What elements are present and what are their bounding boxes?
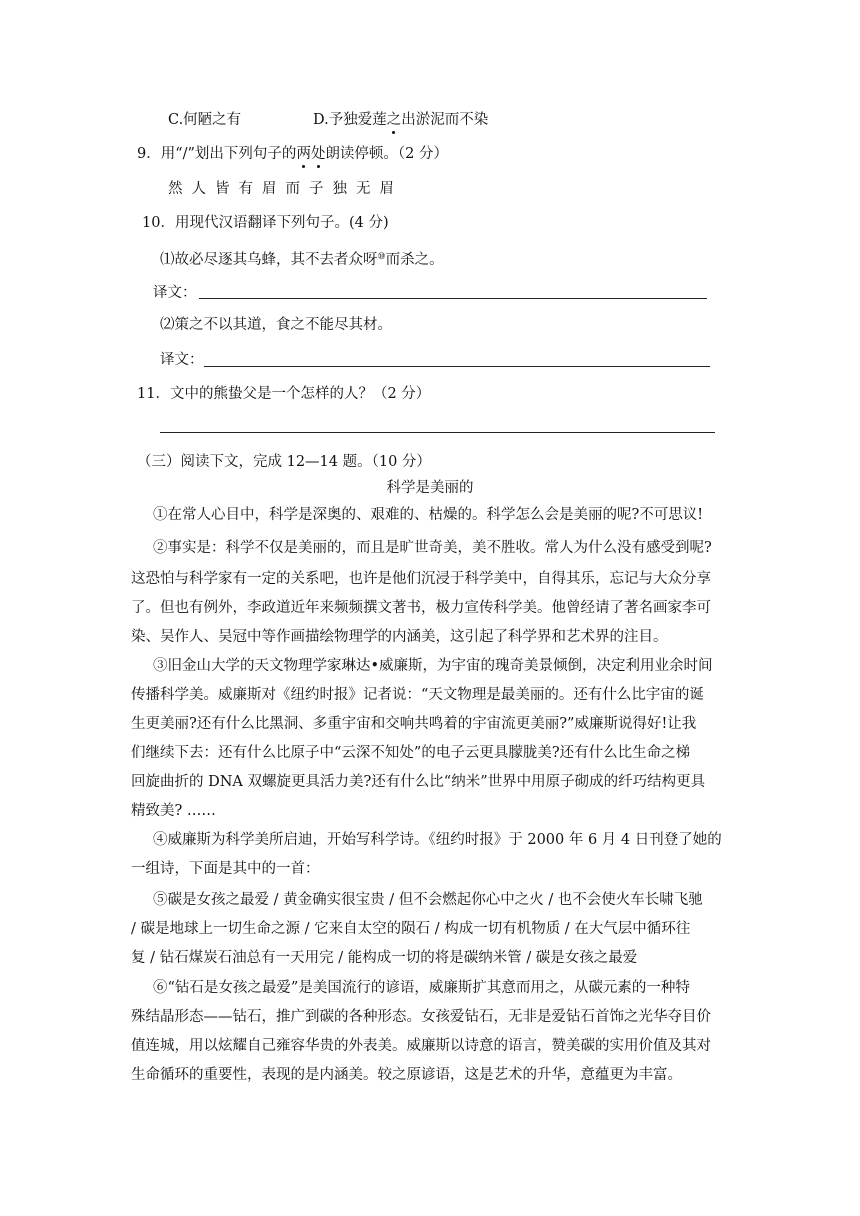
passage-line: 殊结晶形态——钻石，推广到碳的各种形态。女孩爱钻石，无非是爱钻石首饰之光华夺目价 <box>131 1009 711 1025</box>
option-d-emphasis: 之 <box>386 112 402 128</box>
option-d-text-post: 出淤泥而不染 <box>401 112 489 128</box>
q10-s1-text: ⑴故必尽逐其乌蜂，其不去者众呀 <box>160 252 378 268</box>
question-9-sentence: 然人皆有眉而子独无眉 <box>168 181 403 197</box>
passage-line: ①在常人心目中，科学是深奥的、艰难的、枯燥的。科学怎么会是美丽的呢?不可思议! <box>153 507 704 523</box>
passage-line: 回旋曲折的 DNA 双螺旋更具活力美?还有什么比“纳米”世界中用原子砌成的纤巧结构更具 <box>131 774 706 790</box>
answer-line-1[interactable] <box>199 298 707 299</box>
passage-line: 了。但也有例外，李政道近年来频频撰文著书，极力宣传科学美。他曾经请了著名画家李可 <box>131 600 711 616</box>
answer-line-2[interactable] <box>204 366 710 367</box>
passage-line: 这恐怕与科学家有一定的关系吧，也许是他们沉浸于科学美中，自得其乐，忘记与大众分享 <box>131 571 711 587</box>
footnote-marker: ⑩ <box>377 252 386 262</box>
question-11-prompt: 11．文中的熊蛰父是一个怎样的人？（2 分） <box>137 386 431 402</box>
passage-line: 复 / 钻石煤炭石油总有一天用完 / 能构成一切的将是碳纳米管 / 碳是女孩之最爱 <box>131 950 638 966</box>
answer-line-3[interactable] <box>160 432 715 433</box>
passage-line: 生更美丽?还有什么比黑洞、多重宇宙和交响共鸣着的宇宙流更美丽?”威廉斯说得好!让我 <box>131 716 697 732</box>
option-c <box>168 110 241 130</box>
passage-line: ②事实是：科学不仅是美丽的，而且是旷世奇美，美不胜收。常人为什么没有感受到呢? <box>153 540 712 556</box>
passage-line: ⑤碳是女孩之最爱 / 黄金确实很宝贵 / 但不会燃起你心中之火 / 也不会使火车长啸飞驰 <box>153 892 703 908</box>
passage-line: 传播科学美。威廉斯对《纽约时报》记者说：“天文物理是最美丽的。还有什么比宇宙的诞 <box>131 687 704 703</box>
passage-line: 生命循环的重要性，表现的是内涵美。较之原谚语，这是艺术的升华，意蕴更为丰富。 <box>131 1067 682 1083</box>
passage-line: 值连城，用以炫耀自己雍容华贵的外表美。威廉斯以诗意的语言，赞美碳的实用价值及其对 <box>131 1038 711 1054</box>
q9-prompt-post: 朗读停顿。（2 分） <box>325 146 449 162</box>
passage-line: ③旧金山大学的天文物理学家琳达•威廉斯，为宇宙的瑰奇美景倾倒，决定利用业余时间 <box>153 658 713 674</box>
question-10-sentence-1 <box>160 247 444 270</box>
passage-line: ⑥“钻石是女孩之最爱”是美国流行的谚语，威廉斯扩其意而用之，从碳元素的一种特 <box>153 980 690 996</box>
passage-line: 一组诗，下面是其中的一首： <box>131 861 320 877</box>
translation-label-2: 译文： <box>160 352 204 368</box>
q9-prompt-pre: 9．用“/”划出下列句子的 <box>137 146 297 162</box>
passage-line: 们继续下去：还有什么比原子中“云深不知处”的电子云更具朦胧美?还有什么比生命之梯 <box>131 745 691 761</box>
option-d-text-pre: D.予独爱莲 <box>313 112 387 128</box>
question-10-prompt: 10．用现代汉语翻译下列句子。(4 分) <box>142 215 389 231</box>
option-d <box>313 110 488 130</box>
q9-emphasis-1: 两 <box>296 146 311 162</box>
passage-line: 染、吴作人、吴冠中等作画描绘物理学的内涵美，这引起了科学界和艺术界的注目。 <box>131 629 668 645</box>
passage-line: 精致美? …… <box>131 803 216 819</box>
passage-line: ④威廉斯为科学美所启迪，开始写科学诗。《纽约时报》于 2000 年 6 月 4 日刊登了她的 <box>153 832 722 848</box>
q10-s1-text-post: 而杀之。 <box>385 252 444 268</box>
question-9-prompt <box>137 144 448 164</box>
passage-title: 科学是美丽的 <box>386 480 474 496</box>
question-10-sentence-2: ⑵策之不以其道，食之不能尽其材。 <box>160 317 392 333</box>
option-c-text: C.何陋之有 <box>168 112 242 128</box>
q9-emphasis-2: 处 <box>310 146 326 162</box>
translation-label-1: 译文： <box>153 285 197 301</box>
passage-line: / 碳是地球上一切生命之源 / 它来自太空的陨石 / 构成一切有机物质 / 在大气层中循环往 <box>131 921 691 937</box>
section-3-intro: （三）阅读下文，完成 12—14 题。（10 分） <box>137 454 431 470</box>
